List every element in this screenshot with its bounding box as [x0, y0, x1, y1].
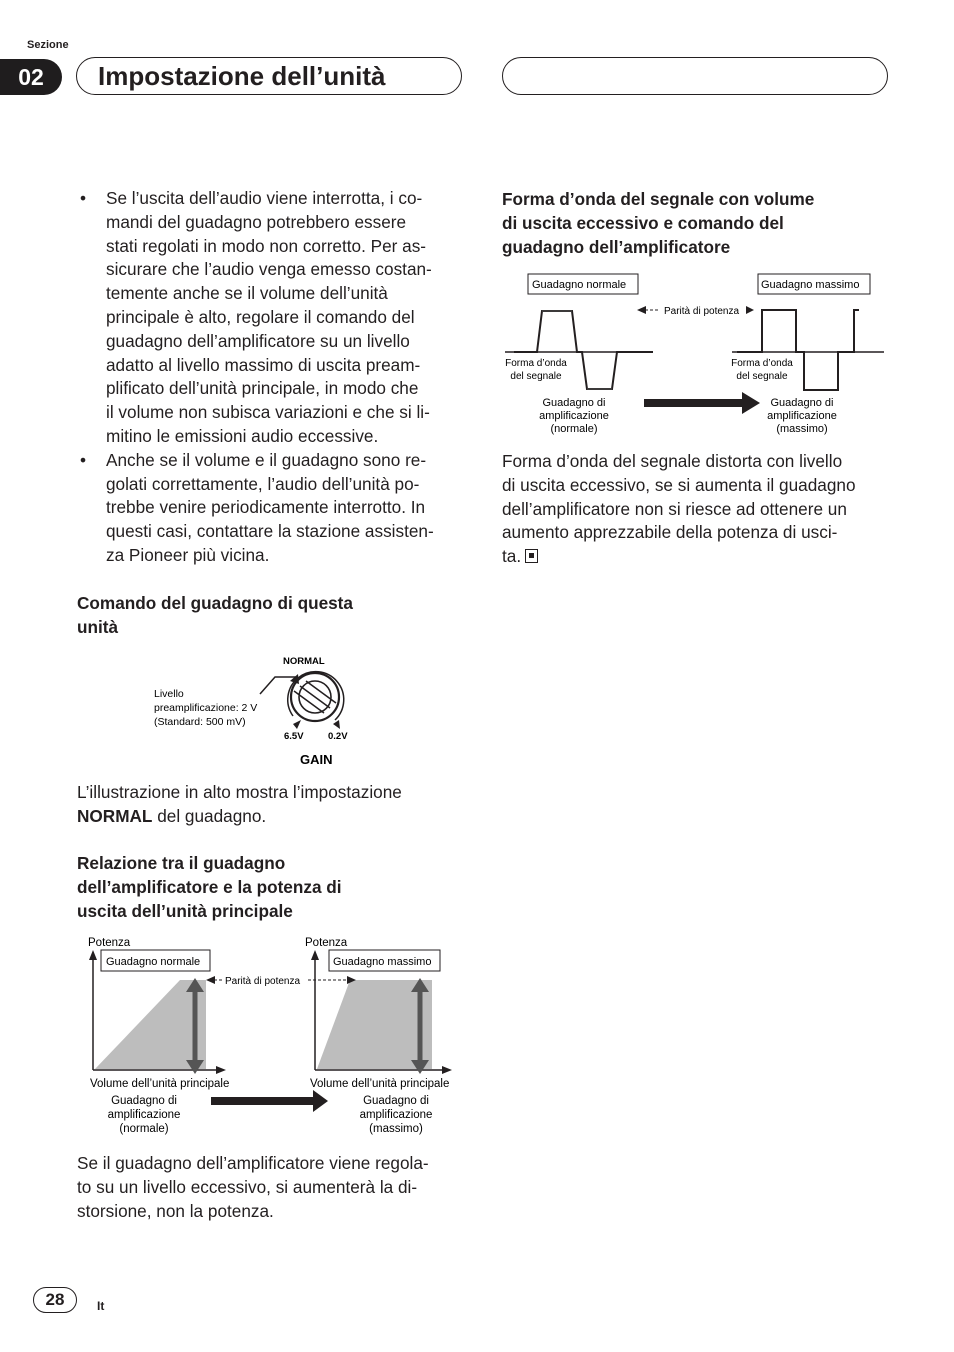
text-line: to su un livello eccessivo, si aumenterà la di- — [77, 1176, 418, 1197]
waveform-paragraph — [502, 450, 856, 569]
power-gain-figure — [80, 930, 470, 1140]
amp-line: Guadagno di — [111, 1095, 177, 1107]
power-label: Potenza — [88, 937, 131, 949]
heading-line: uscita dell’unità principale — [77, 901, 293, 921]
text-line: guadagno dell’amplificatore su un livello — [106, 330, 410, 351]
text-line: Forma d’onda del segnale distorta con livello — [502, 451, 843, 471]
text-line: Se il guadagno dell’amplificatore viene regola- — [77, 1153, 429, 1173]
wave-label: del segnale — [510, 371, 562, 382]
page-title: Impostazione dell’unità — [98, 61, 386, 91]
arrow-right-icon — [742, 392, 760, 414]
wave-label: del segnale — [736, 371, 788, 382]
page-number: 28 — [33, 1287, 77, 1313]
caption-line: L’illustrazione in alto mostra l’impostazione — [77, 782, 402, 802]
text-line: mitino le emissioni audio eccessive. — [106, 425, 379, 446]
heading-line: unità — [77, 617, 119, 637]
level-line: (Standard: 500 mV) — [154, 716, 246, 728]
text-line: mandi del guadagno potrebbero essere — [106, 211, 407, 232]
caption-line — [77, 805, 402, 829]
bullet-item: • Anche se il volume e il guadagno sono re- golati correttamente, l’audio dell’unità po- trebbe venire periodicamente interrotto. In questi casi, contattare la stazione assisten- za Pioneer più vicina. — [77, 449, 477, 568]
language-code: It — [97, 1299, 105, 1313]
heading-line: di uscita eccessivo e comando del — [502, 213, 784, 233]
heading-waveform — [502, 187, 814, 259]
power-area-normal — [95, 980, 206, 1069]
text-line: il volume non subisca variazioni e che si li- — [106, 402, 430, 423]
gain-caption — [77, 781, 402, 829]
tick-02v: 0.2V — [328, 731, 348, 742]
bullet-item: • Se l’uscita dell’audio viene interrotta, i co- mandi del guadagno potrebbero essere stati regolati in modo non corretto. Per as- sicurare che l’audio venga emesso costan- temente anche se il volume dell’unità principale è alto, regolare il comando del guadagno dell’amplificatore su un livello adatto al livello massimo di uscita pream- plificato dell’unità principale, in modo che il volume non subisca variazioni e che si li- mitino le emissioni audio eccessive. — [77, 187, 477, 449]
heading-gain-control — [77, 591, 353, 639]
power-label: Potenza — [305, 937, 348, 949]
text-line: di uscita eccessivo, se si aumenta il guadagno — [502, 474, 856, 495]
text-line: storsione, non la potenza. — [77, 1200, 274, 1221]
parity-label: Parità di potenza — [664, 306, 740, 317]
text-line: trebbe venire periodicamente interrotto. In — [106, 497, 426, 518]
amp-line: amplificazione — [359, 1109, 433, 1121]
wave-label: Forma d’onda — [505, 358, 567, 369]
max-gain-label: Guadagno massimo — [761, 279, 860, 291]
header-right-frame — [502, 57, 888, 95]
text-line: Se l’uscita dell’audio viene interrotta, i co- — [106, 188, 423, 208]
heading-line: Forma d’onda del segnale con volume — [502, 189, 815, 209]
normal-gain-label: Guadagno normale — [106, 956, 201, 968]
max-gain-label: Guadagno massimo — [333, 956, 432, 968]
normal-label: NORMAL — [283, 656, 325, 667]
text-line: Anche se il volume e il guadagno sono re- — [106, 449, 427, 470]
level-line: preamplificazione: 2 V — [154, 702, 258, 714]
amp-line: Guadagno di — [542, 397, 606, 409]
bullet-list — [77, 187, 477, 568]
tick-65v: 6.5V — [284, 731, 304, 742]
normal-gain-label: Guadagno normale — [532, 279, 627, 291]
text-line: aumento apprezzabile della potenza di usci- — [502, 522, 838, 543]
section-number-badge: 02 — [0, 59, 62, 95]
text-line: golati correttamente, l’audio dell’unità po- — [106, 473, 420, 494]
amp-line: Guadagno di — [363, 1095, 429, 1107]
amp-line: amplificazione — [767, 410, 837, 422]
amp-line: Guadagno di — [770, 397, 834, 409]
amp-line: (massimo) — [776, 423, 828, 435]
text-line — [502, 545, 856, 569]
heading-line: guadagno dell’amplificatore — [502, 237, 731, 257]
heading-line: dell’amplificatore e la potenza di — [77, 877, 342, 897]
text-line: principale è alto, regolare il comando del — [106, 306, 415, 327]
amp-line: (normale) — [119, 1123, 169, 1135]
wave-label: Forma d’onda — [731, 358, 793, 369]
amp-line: (massimo) — [369, 1123, 423, 1135]
section-label: Sezione — [27, 39, 69, 51]
text-line: plificato dell’unità principale, in modo che — [106, 378, 419, 399]
heading-line: Relazione tra il guadagno — [77, 853, 286, 873]
arrow-right-icon — [313, 1090, 328, 1112]
volume-label: Volume dell’unità principale — [310, 1078, 450, 1090]
amp-line: amplificazione — [107, 1109, 181, 1121]
normal-bold: NORMAL — [77, 805, 153, 826]
level-line: Livello — [154, 688, 184, 700]
text-line: questi casi, contattare la stazione assisten- — [106, 521, 434, 542]
power-area-max — [317, 980, 432, 1069]
heading-line: Comando del guadagno di questa — [77, 593, 353, 613]
text-line: dell’amplificatore non si riesce ad ottenere un — [502, 498, 847, 519]
distortion-paragraph — [77, 1152, 429, 1223]
parity-label: Parità di potenza — [225, 976, 301, 987]
text-line: sicurare che l’audio venga emesso costan- — [106, 259, 432, 280]
gain-label: GAIN — [300, 752, 333, 767]
volume-label: Volume dell’unità principale — [90, 1078, 230, 1090]
text-line: temente anche se il volume dell’unità — [106, 283, 388, 304]
text-line: stati regolati in modo non corretto. Per as- — [106, 235, 427, 256]
text-line-end: ta. — [502, 546, 522, 567]
text-line: adatto al livello massimo di uscita pream- — [106, 354, 421, 375]
caption-rest: del guadagno. — [152, 805, 267, 826]
gain-knob-figure — [150, 650, 370, 772]
amp-line: amplificazione — [539, 410, 609, 422]
heading-relation — [77, 851, 342, 923]
waveform-figure — [500, 268, 892, 440]
amp-line: (normale) — [550, 423, 598, 435]
text-line: za Pioneer più vicina. — [106, 544, 270, 565]
end-of-section-icon — [525, 549, 538, 563]
